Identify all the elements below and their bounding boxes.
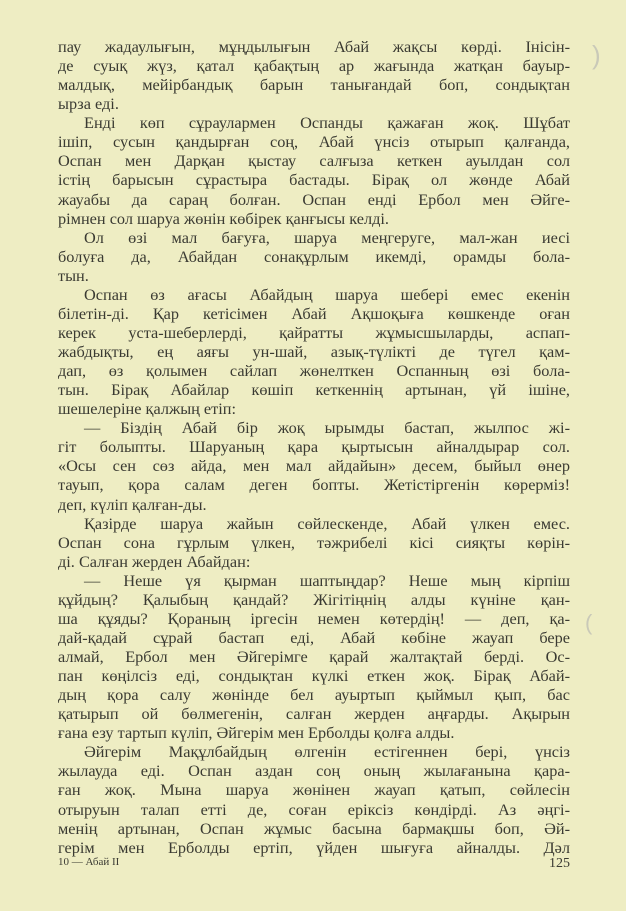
text-line: ған жоқ. Мына шаруа жөнінен жауап қатып, сөйлесін	[58, 780, 570, 800]
page-footer	[58, 856, 570, 872]
page-number: 125	[549, 856, 570, 871]
text-line: дап, өз қолымен сайлап жөнелткен Оспанның өзі бола-	[58, 361, 570, 381]
text-line: «Осы сен сөз айда, мен мал айдайын» десем, быйыл өнер	[58, 456, 570, 476]
text-line: шешелеріне қалжың етіп:	[58, 399, 237, 419]
text-line: істің барысын сұрастыра бастады. Бірақ ол жөнде Абай	[58, 170, 570, 190]
text-line: — Неше үя қырман шаптыңдар? Неше мың кірпіш	[84, 570, 570, 590]
text-line: ша құяды? Қораның іргесін немен көтердің! — деп, қа-	[58, 608, 570, 628]
text-line: керек уста-шеберлерді, қайратты жұмысшыларды, аспап-	[58, 322, 570, 342]
text-line: жабдықты, ең аяғы ун-шай, азық-түлікті де түгел қам-	[58, 342, 570, 361]
text-line: Оспан мен Дарқан қыстау салғыза кеткен ауылдан сол	[58, 151, 570, 171]
text-line: қатырып ой бөлмегенін, салған жерден аңғарды. Ақырын	[58, 704, 570, 724]
text-line: Оспан сона гұрлым үлкен, тәжрибелі кісі сияқты көрін-	[58, 532, 570, 552]
text-line: отыруын талап етті де, соған еріксіз көндірді. Аз әңгі-	[58, 799, 570, 819]
text-line: ырза еді.	[58, 94, 119, 114]
text-line: жауабы да сараң болған. Оспан енді Ербол мен Әйге-	[58, 189, 570, 209]
text-line: білетін-ді. Қар кетісімен Абай Ақшоқыға көшкенде оған	[58, 303, 570, 323]
paragraph	[58, 742, 570, 856]
text-line: — Біздің Абай бір жоқ ырымды бастап, жылпос жі-	[84, 418, 570, 438]
text-line: құйдың? Қалыбың қандай? Жігітіңнің алды күніне қан-	[58, 589, 570, 609]
paragraph	[58, 113, 570, 227]
paragraph	[58, 514, 570, 571]
text-line: тауып, қора салам деген бопты. Жетістіргенін көрерміз!	[58, 475, 570, 495]
text-line: дай-қадай сұрай бастап еді, Абай көбіне жауап бере	[58, 627, 570, 647]
text-line: жылауда еді. Оспан аздан соң оның жылағанына қара-	[58, 761, 570, 781]
paragraph	[58, 228, 570, 285]
text-line: рімнен сол шаруа жөнін көбірек қанғысы келді.	[58, 208, 389, 228]
text-line: деп, күліп қалған-ды.	[58, 494, 207, 514]
text-line: Оспан өз ағасы Абайдың шаруа шебері емес екенін	[84, 284, 570, 304]
text-line: ді. Салған жерден Абайдан:	[58, 551, 251, 571]
text-line: болуға да, Абайдан сонақұрлым икемді, орамды бола-	[58, 246, 570, 266]
paragraph	[58, 37, 570, 113]
book-page-text	[58, 37, 570, 857]
text-line: дың қора салу жөнінде бел ауыртып қыймыл қып, бас	[58, 685, 570, 705]
text-line: Қазірде шаруа жайын сөйлескенде, Абай үлкен емес.	[84, 513, 570, 533]
text-line: малдық, мейірбандық барын танығандай боп, сондықтан	[58, 75, 570, 95]
text-line: Енді көп сұраулармен Оспанды қажаған жоқ. Шұбат	[84, 113, 570, 133]
text-line: тын. Бірақ Абайлар көшіп кеткеннің артынан, үй ішіне,	[58, 380, 570, 400]
printer-signature: 10 — Абай II	[58, 856, 120, 868]
pencil-margin-mark: (	[585, 610, 593, 635]
text-line: де суық жүз, қатал қабақтың ар жағында жатқан бауыр-	[58, 56, 570, 76]
text-line: герім мен Ерболды ертіп, үйден шығуға айналды. Дәл	[58, 837, 570, 857]
text-line: пан көңілсіз еді, сондықтан күлкі еткен жоқ. Бірақ Абай-	[58, 666, 570, 686]
text-line: алмай, Ербол мен Әйгерімге қарай жалтақтай берді. Ос-	[58, 647, 570, 666]
pencil-margin-mark: )	[592, 40, 601, 70]
paragraph	[58, 571, 570, 743]
text-line: менің артынан, Оспан жұмыс басына бармақшы боп, Әй-	[58, 818, 570, 838]
text-line: тын.	[58, 265, 89, 285]
text-line: Әйгерім Мақұлбайдың өлгенін естігеннен бері, үнсіз	[84, 742, 570, 762]
text-line: ғана езу тартып күліп, Әйгерім мен Ерболды қолға алды.	[58, 723, 455, 743]
text-line: Ол өзі мал бағуға, шаруа меңгеруге, мал-жан иесі	[84, 227, 570, 247]
text-line: ішіп, сусын қандырған соң, Абай үнсіз отырып қалғанда,	[58, 132, 570, 152]
text-line: пау жадаулығын, мұңдылығын Абай жақсы көрді. Інісін-	[58, 37, 570, 56]
paragraph	[58, 285, 570, 418]
paragraph	[58, 418, 570, 513]
text-line: гіт болыпты. Шаруаның қара қыртысын айналдырар сол.	[58, 437, 570, 457]
